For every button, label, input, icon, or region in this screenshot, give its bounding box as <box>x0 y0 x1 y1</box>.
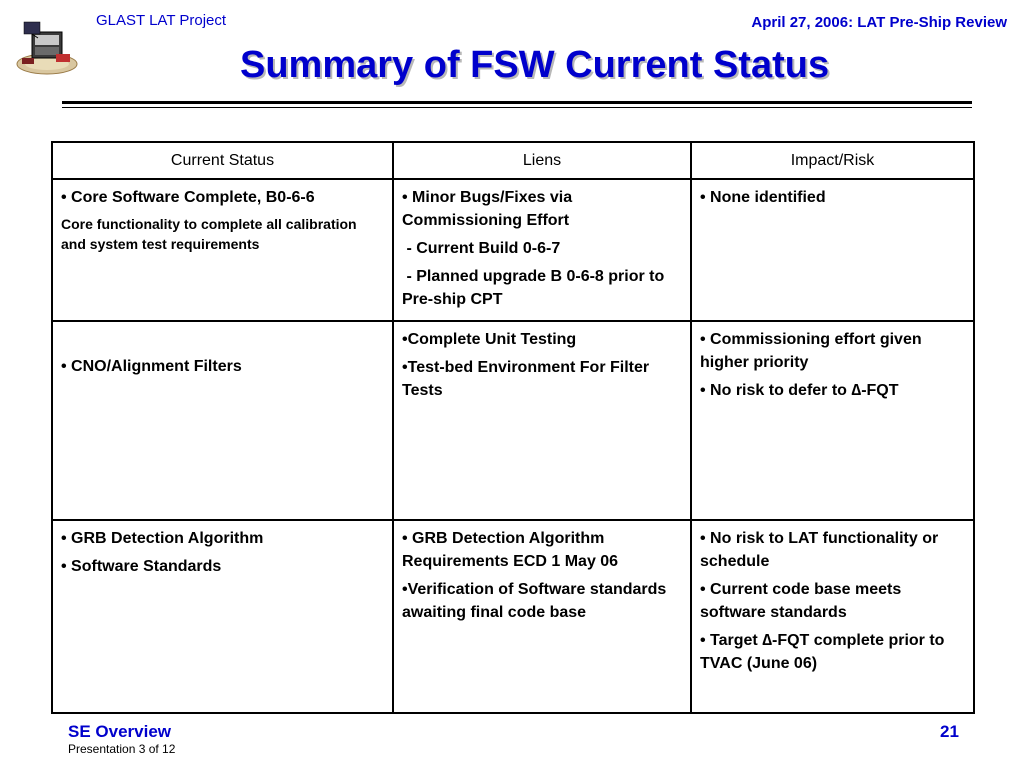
lien-item: - Current Build 0-6-7 <box>402 240 561 257</box>
lien-item: - Planned upgrade B 0-6-8 prior to Pre-ship CPT <box>402 268 669 308</box>
table-header-row <box>52 142 974 179</box>
status-item: • Software Standards <box>61 558 222 575</box>
project-name: GLAST LAT Project <box>96 12 227 29</box>
lien-item: •Verification of Software standards awaiting final code base <box>402 581 667 621</box>
table-row <box>52 179 974 321</box>
column-header-current-status: Current Status <box>52 142 393 179</box>
status-item: • Core Software Complete, B0-6-6 <box>61 189 315 206</box>
page-title: Summary of FSW Current Status <box>240 44 830 86</box>
status-note: Core functionality to complete all calibration and system test requirements <box>61 216 357 252</box>
lien-item: • GRB Detection Algorithm Requirements ECD 1 May 06 <box>402 530 619 570</box>
liens-cell <box>393 321 691 520</box>
lien-item: •Test-bed Environment For Filter Tests <box>402 359 650 399</box>
impact-item: • Current code base meets software standards <box>700 581 902 621</box>
table-row <box>52 520 974 713</box>
status-table <box>51 141 975 714</box>
liens-cell <box>393 520 691 713</box>
impact-item: • No risk to defer to ∆-FQT <box>700 382 899 399</box>
impact-item: • Target ∆-FQT complete prior to TVAC (June 06) <box>700 632 945 672</box>
satellite-logo-icon <box>14 14 80 84</box>
table-row <box>52 321 974 520</box>
column-header-impact-risk: Impact/Risk <box>691 142 974 179</box>
page-number: 21 <box>940 722 959 741</box>
lien-item: •Complete Unit Testing <box>402 331 577 348</box>
impact-cell <box>691 321 974 520</box>
column-header-liens: Liens <box>393 142 691 179</box>
date-event: April 27, 2006: LAT Pre-Ship Review <box>751 14 1007 31</box>
status-item: • GRB Detection Algorithm <box>61 530 264 547</box>
impact-cell <box>691 520 974 713</box>
impact-item: • Commissioning effort given higher priority <box>700 331 922 371</box>
status-item: • CNO/Alignment Filters <box>61 358 242 375</box>
lien-item: • Minor Bugs/Fixes via Commissioning Effort <box>402 189 573 229</box>
title-divider-thick <box>62 101 972 104</box>
status-cell <box>52 321 393 520</box>
status-cell <box>52 179 393 321</box>
title-divider-thin <box>62 107 972 108</box>
impact-cell <box>691 179 974 321</box>
impact-item: • No risk to LAT functionality or schedule <box>700 530 939 570</box>
status-cell <box>52 520 393 713</box>
impact-item: • None identified <box>700 189 826 206</box>
liens-cell <box>393 179 691 321</box>
footer-presentation: Presentation 3 of 12 <box>68 742 176 756</box>
footer-section: SE Overview <box>68 722 172 741</box>
